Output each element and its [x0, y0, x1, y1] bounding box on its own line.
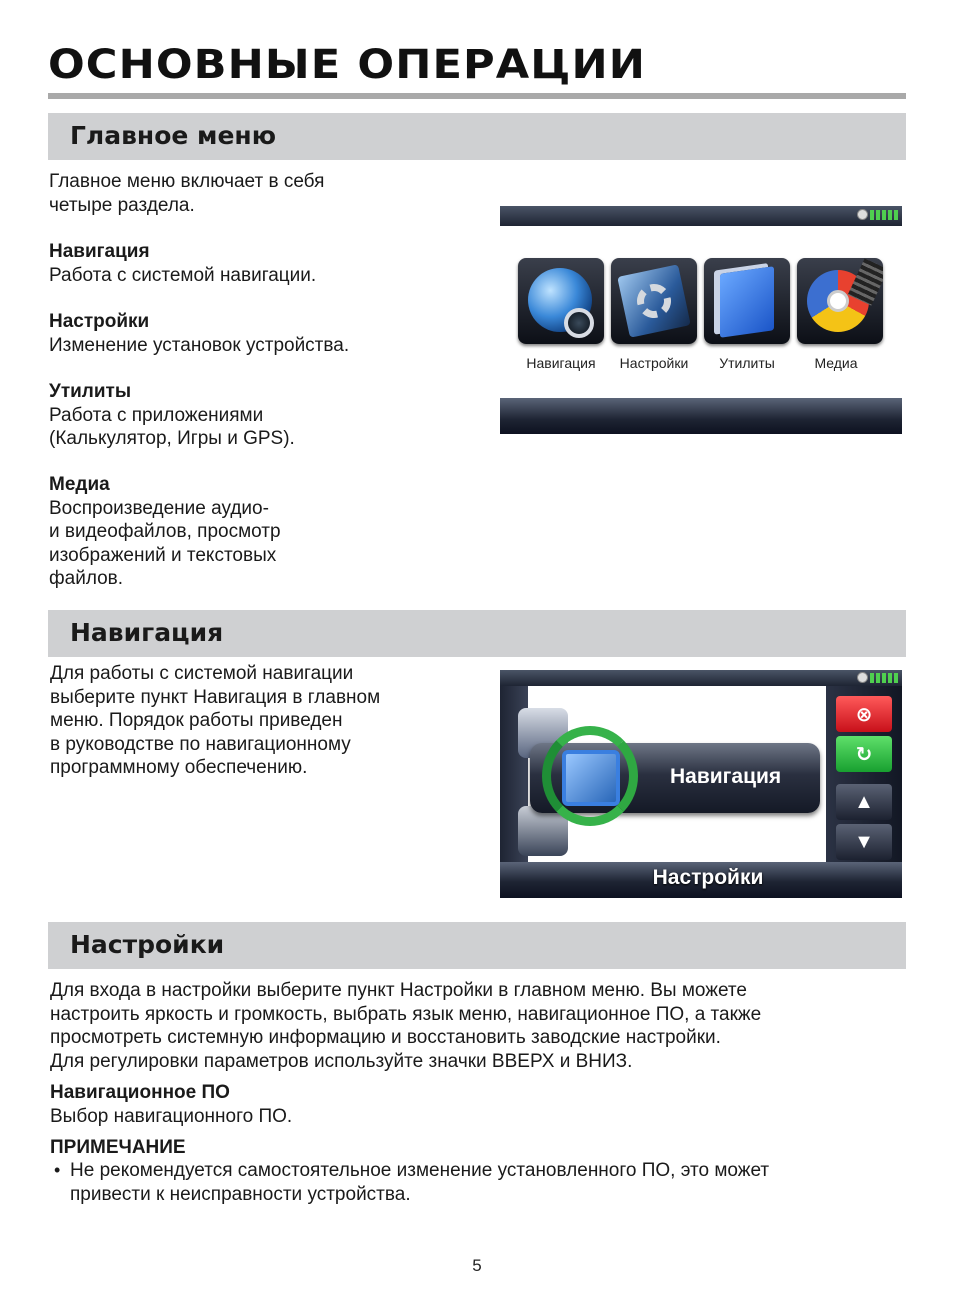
text-line: меню. Порядок работы приведен — [50, 710, 343, 731]
item-title: Медиа — [49, 474, 110, 495]
bottom-bar — [500, 862, 902, 898]
main-menu-screenshot — [500, 206, 902, 434]
item-text: Воспроизведение аудио- — [49, 497, 269, 519]
item-title: Навигация — [49, 241, 150, 262]
next-item-label: Настройки — [652, 866, 764, 889]
item-text: изображений и текстовых — [49, 544, 277, 566]
note-text — [70, 1159, 900, 1206]
item-title: Утилиты — [49, 381, 132, 402]
text-line: выберите пункт Навигация в главном — [50, 686, 381, 708]
text-line: в руководстве по навигационному — [50, 733, 351, 755]
item-text: Работа с системой навигации. — [49, 264, 317, 286]
page-title: ОСНОВНЫЕ ОПЕРАЦИИ — [48, 42, 646, 88]
text-line: настроить яркость и громкость, выбрать язык меню, навигационное ПО, а также — [50, 1003, 762, 1025]
item-title: Настройки — [49, 311, 150, 332]
tile-label-settings: Настройки — [619, 355, 689, 371]
utilities-tile[interactable] — [704, 258, 790, 344]
text-line: просмотреть системную информацию и восстановить заводские настройки. — [50, 1027, 721, 1048]
section-title: Настройки — [70, 930, 225, 959]
nav-software-block — [50, 1081, 900, 1128]
section-header-settings — [48, 922, 906, 969]
section-header-main-menu — [48, 113, 906, 160]
text-line: Для регулировки параметров используйте значки ВВЕРХ и ВНИЗ. — [50, 1050, 633, 1072]
up-button[interactable]: ▲ — [836, 784, 892, 820]
intro-line: четыре раздела. — [49, 194, 195, 216]
text-line: Для входа в настройки выберите пункт Настройки в главном меню. Вы можете — [50, 980, 747, 1001]
globe-icon — [528, 268, 592, 332]
item-text: файлов. — [49, 568, 124, 589]
battery-status-icon — [857, 672, 898, 683]
battery-status-icon — [857, 209, 898, 220]
section-title: Главное меню — [70, 121, 277, 150]
close-button[interactable]: ⊗ — [836, 696, 892, 732]
menu-item-navigation — [49, 240, 469, 287]
utilities-folder-icon — [720, 266, 774, 338]
tile-label-navigation: Навигация — [526, 355, 596, 371]
item-text: Работа с приложениями — [49, 404, 264, 426]
text-line: Не рекомендуется самостоятельное изменение установленного ПО, это может — [70, 1160, 770, 1181]
item-text: Изменение установок устройства. — [49, 334, 350, 356]
text-line: Для работы с системой навигации — [50, 663, 354, 684]
section-header-navigation — [48, 610, 906, 657]
title-rule — [48, 93, 906, 99]
settings-gear-icon — [617, 264, 691, 338]
status-bar — [500, 206, 902, 226]
bullet-icon: • — [54, 1160, 61, 1180]
text-line: программному обеспечению. — [50, 757, 308, 778]
navigation-text — [50, 662, 490, 780]
bottom-bar — [500, 398, 902, 434]
section-title: Навигация — [70, 618, 224, 647]
gps-device-icon — [562, 750, 620, 806]
settings-text — [50, 979, 900, 1073]
intro-line: Главное меню включает в себя — [49, 171, 325, 192]
selected-item-label: Навигация — [670, 765, 782, 788]
navigation-screenshot — [500, 670, 902, 898]
tile-label-utilities: Утилиты — [719, 355, 775, 371]
main-menu-text — [49, 170, 469, 217]
refresh-button[interactable]: ↻ — [836, 736, 892, 772]
down-button[interactable]: ▼ — [836, 824, 892, 860]
subsection-text: Выбор навигационного ПО. — [50, 1105, 293, 1127]
tile-label-media: Медиа — [814, 355, 858, 371]
menu-item-settings — [49, 310, 469, 357]
subsection-title: Навигационное ПО — [50, 1082, 230, 1103]
settings-tile[interactable] — [611, 258, 697, 344]
menu-item-media — [49, 473, 469, 591]
item-text: (Калькулятор, Игры и GPS). — [49, 428, 295, 449]
status-bar — [500, 670, 902, 686]
page-number: 5 — [472, 1256, 482, 1275]
media-tile[interactable] — [797, 258, 883, 344]
navigation-tile[interactable] — [518, 258, 604, 344]
item-text: и видеофайлов, просмотр — [49, 521, 281, 542]
note-title: ПРИМЕЧАНИЕ — [50, 1137, 186, 1158]
menu-item-utilities — [49, 380, 469, 451]
text-line: привести к неисправности устройства. — [70, 1183, 411, 1205]
